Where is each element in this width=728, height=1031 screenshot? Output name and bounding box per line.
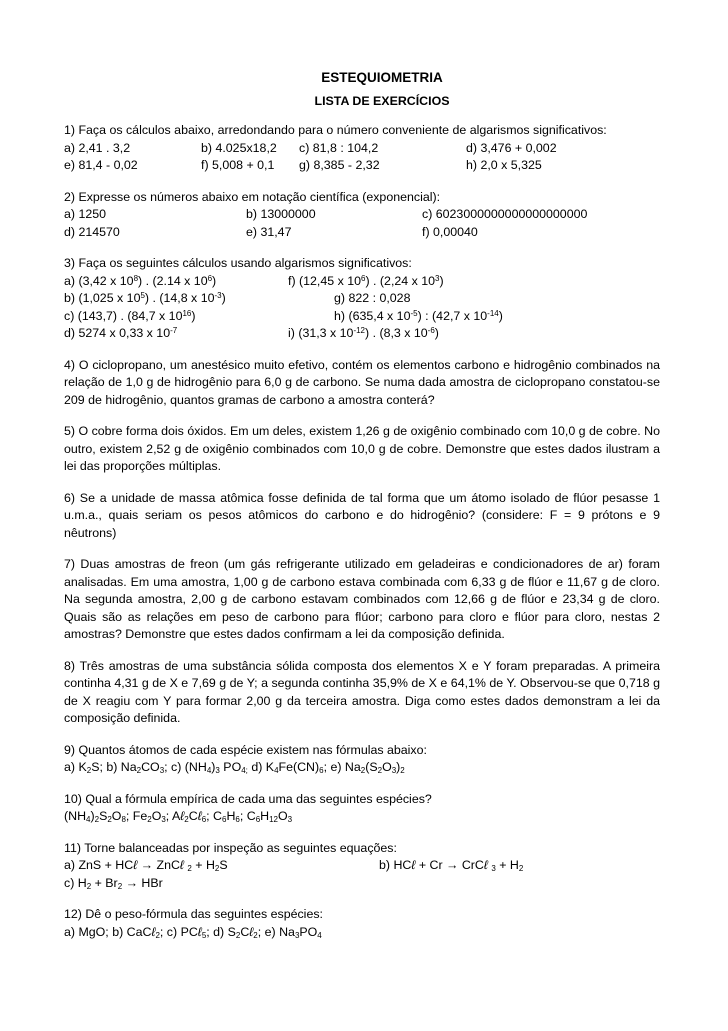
question-3-text: 3) Faça os seguintes cálculos usando algarismos significativos: <box>64 256 412 270</box>
question-12-formulas: a) MgO; b) CaCℓ$_2$; c) PCℓ$_5$; d) $S_2C\ell_2$; e) $Na_3PO_4$ <box>64 924 322 940</box>
question-1-row-2 <box>64 157 660 175</box>
q3-item-d: d) 5274 x 0,33 x $10^{-7}$ <box>64 326 178 340</box>
document-page <box>64 70 660 941</box>
q3-item-c: c) (143,7) . (84,7 x $10^{16}$) <box>64 308 196 323</box>
q2-item-b: b) 13000000 <box>246 207 316 221</box>
question-11-text: 11) Torne balanceadas por inspeção as seguintes equações: <box>64 840 397 855</box>
question-12-text: 12) Dê o peso-fórmula das seguintes espécies: <box>64 907 323 921</box>
q1-item-e: e) 81,4 - 0,02 <box>64 158 138 172</box>
q1-item-a: a) 2,41 . 3,2 <box>64 140 131 155</box>
page-title: ESTEQUIOMETRIA <box>321 70 443 85</box>
q1-item-f: f) 5,008 + 0,1 <box>201 158 275 172</box>
question-4: 4) O ciclopropano, um anestésico muito efetivo, contém os elementos carbono e hidrogênio combinados na relação de 1,0 g de hidrogênio para 6,0 g de carbono. Se numa dada amostra de ciclopropano constatou-se 209 de hidrogênio, quantos gramas de carbono a amostra conterá? <box>64 357 660 407</box>
q1-item-h: h) 2,0 x 5,325 <box>466 158 542 172</box>
question-2-text: 2) Expresse os números abaixo em notação científica (exponencial): <box>64 189 441 204</box>
question-3-row-4 <box>64 325 660 343</box>
q3-item-a: a) (3,42 x $10^8$) . (2.14 x $10^6$) <box>64 273 217 288</box>
q11-equation-b: b) HCℓ + Cr → CrCℓ $_3 + H_2$ <box>379 858 524 873</box>
q2-item-a: a) 1250 <box>64 207 107 221</box>
q11-equation-a: a) ZnS + HCℓ → ZnCℓ $_2 + H_2S$ <box>64 858 228 873</box>
page-subtitle: LISTA DE EXERCÍCIOS <box>314 94 450 108</box>
question-7: 7) Duas amostras de freon (um gás refrigerante utilizado em geladeiras e condicionadores de ar) foram analisadas. Em uma amostra, 1,00 g de carbono estava combinada com 6,33 g de flúor e 11,67 g de cloro. Na segunda amostra, 2,00 g de carbono estavam combinados com 12,66 g de flúor e 23,34 g de cloro. Quais são as relações em peso de carbono para flúor; carbono para cloro e flúor para cloro, nestas 2 amostras? Demonstre que estes dados confirmam a lei da composição definida. <box>64 557 660 641</box>
question-1-text: 1) Faça os cálculos abaixo, arredondando para o número conveniente de algarismos significativos: <box>64 123 607 137</box>
question-3-row-1 <box>64 273 660 291</box>
q2-item-f: f) 0,00040 <box>422 224 478 239</box>
question-3-row-3 <box>64 308 660 326</box>
question-9-formulas: a) $K_2S$; b) $Na_2CO_3$; c) $(NH_4)_3$ $PO_{4;}$ d) $K_4Fe(CN)_6$; e) $Na_2(S_2O_3)_2$ <box>64 760 405 775</box>
q1-item-g: g) 8,385 - 2,32 <box>299 158 380 172</box>
question-10-formulas: $(NH_4)_2S_2O_8$; $Fe_2O_3$; Aℓ$_2$Cℓ$_6$; $C_6H_6$; $C_6H_{12}O_3$ <box>64 809 293 824</box>
question-11-row-1 <box>64 857 660 875</box>
question-9-text: 9) Quantos átomos de cada espécie existem nas fórmulas abaixo: <box>64 742 427 757</box>
question-10-text: 10) Qual a fórmula empírica de cada uma das seguintes espécies? <box>64 791 432 806</box>
question-8: 8) Três amostras de uma substância sólida composta dos elementos X e Y foram preparadas. A primeira continha 4,31 g de X e 7,69 g de Y; a segunda continha 35,9% de X e 64,1% de Y. Observou-se que 0,718 g de X reagiu com Y para formar 2,00 g da terceira amostra. Diga como estes dados demonstram a lei da composição definida. <box>64 658 660 725</box>
q2-item-c: c) 6023000000000000000000 <box>422 207 588 221</box>
question-2-row-1 <box>64 206 660 224</box>
q2-item-e: e) 31,47 <box>246 224 292 239</box>
question-3-row-2 <box>64 290 660 308</box>
question-6: 6) Se a unidade de massa atômica fosse definida de tal forma que um átomo isolado de flúor pesasse 1 u.m.a., quais seriam os pesos atômicos do carbono e do hidrogênio? (considere: F = 9 prótons e 9 nêutrons) <box>64 490 660 540</box>
q1-item-d: d) 3,476 + 0,002 <box>466 140 557 155</box>
q1-item-c: c) 81,8 : 104,2 <box>299 140 379 155</box>
q2-item-d: d) 214570 <box>64 224 120 239</box>
question-1-row-1 <box>64 140 660 158</box>
question-5: 5) O cobre forma dois óxidos. Em um deles, existem 1,26 g de oxigênio combinado com 10,0 g de cobre. No outro, existem 2,52 g de oxigênio combinados com 10,0 g de cobre. Demonstre que estes dados ilustram a lei das proporções múltiplas. <box>64 424 660 473</box>
q3-item-h: h) (635,4 x $10^{-5}$) : (42,7 x $10^{-14}$) <box>334 308 503 323</box>
q1-item-b: b) 4.025x18,2 <box>201 140 277 155</box>
q3-item-i: i) (31,3 x $10^{-12}$) . (8,3 x $10^{-6}$) <box>288 326 439 340</box>
q3-item-b: b) (1,025 x $10^5$) . (14,8 x $10^{-3}$) <box>64 291 226 305</box>
question-11-row-2: c) $H_2 + Br_2$ → HBr <box>64 875 163 891</box>
q3-item-g: g) 822 : 0,028 <box>334 291 411 305</box>
q3-item-f: f) (12,45 x $10^6$) . (2,24 x $10^3$) <box>288 273 444 288</box>
question-2-row-2 <box>64 224 660 242</box>
